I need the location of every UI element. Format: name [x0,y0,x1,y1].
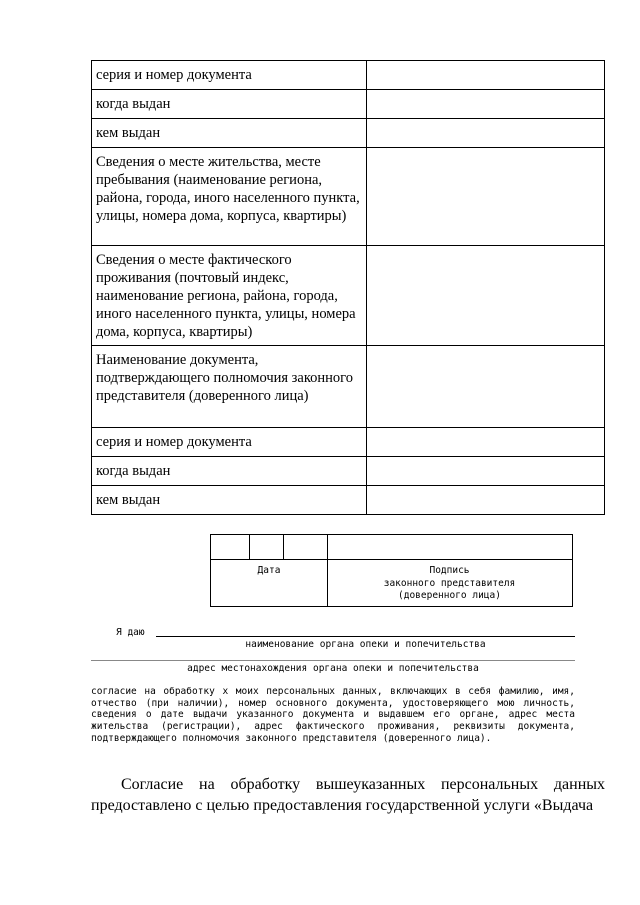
date-cell-divider [283,535,284,559]
organ-address-caption: адрес местонахождения органа опеки и попечительства [187,663,479,674]
row-label-residence: Сведения о месте жительства, месте пребывания (наименование региона, района, города, иного населенного пункта, улицы, номера дома, корпуса, квартиры) [92,148,367,246]
signature-caption [327,565,572,603]
row-value-field[interactable] [367,486,605,515]
table-row [92,148,605,246]
row-value-field[interactable] [367,457,605,486]
organ-address-line[interactable] [91,660,575,661]
row-label-issued-by: кем выдан [92,119,367,148]
table-row [92,428,605,457]
table-row [92,346,605,428]
row-label-document-series-number: серия и номер документа [92,428,367,457]
table-row [92,90,605,119]
row-value-field[interactable] [367,90,605,119]
signature-caption-line: законного представителя [383,577,516,589]
row-label-issue-date: когда выдан [92,90,367,119]
table-row [92,486,605,515]
organ-name-line[interactable] [156,636,575,637]
row-value-field[interactable] [367,61,605,90]
organ-name-caption: наименование органа опеки и попечительства [245,639,486,650]
date-cell-divider [249,535,250,559]
personal-data-table [91,60,605,515]
row-label-document-series-number: серия и номер документа [92,61,367,90]
table-row [92,246,605,346]
table-row [92,457,605,486]
row-value-field[interactable] [367,148,605,246]
purpose-paragraph: Согласие на обработку вышеуказанных персональных данных предоставлено с целью предоставления государственной услуги «Выдача [91,776,605,814]
signature-box-divider [211,559,572,560]
signature-box [210,534,573,607]
row-label-issued-by: кем выдан [92,486,367,515]
signature-caption-line: Подпись [429,565,470,576]
row-label-issue-date: когда выдан [92,457,367,486]
row-label-actual-residence: Сведения о месте фактического проживания (почтовый индекс, наименование региона, района, города, иного населенного пункта, улицы, номера дома, корпуса, квартиры) [92,246,367,346]
table-body [92,61,605,515]
row-value-field[interactable] [367,428,605,457]
consent-intro: Я даю [116,627,145,638]
consent-paragraph: согласие на обработку х моих персональных данных, включающих в себя фамилию, имя, отчество (при наличии), номер основного документа, удостоверяющего мою личность, сведения о дате выдачи указанного документа и выдавшем его органе, адрес места жительства (регистрации), адрес фактического проживания, реквизиты документа, подтверждающего полномочия законного представителя (доверенного лица). [91,686,575,744]
row-value-field[interactable] [367,119,605,148]
row-value-field[interactable] [367,346,605,428]
table-row [92,61,605,90]
signature-caption-line: (доверенного лица) [398,590,501,601]
date-caption: Дата [257,565,281,576]
row-label-authority-document: Наименование документа, подтверждающего полномочия законного представителя (доверенного лица) [92,346,367,428]
table-row [92,119,605,148]
row-value-field[interactable] [367,246,605,346]
